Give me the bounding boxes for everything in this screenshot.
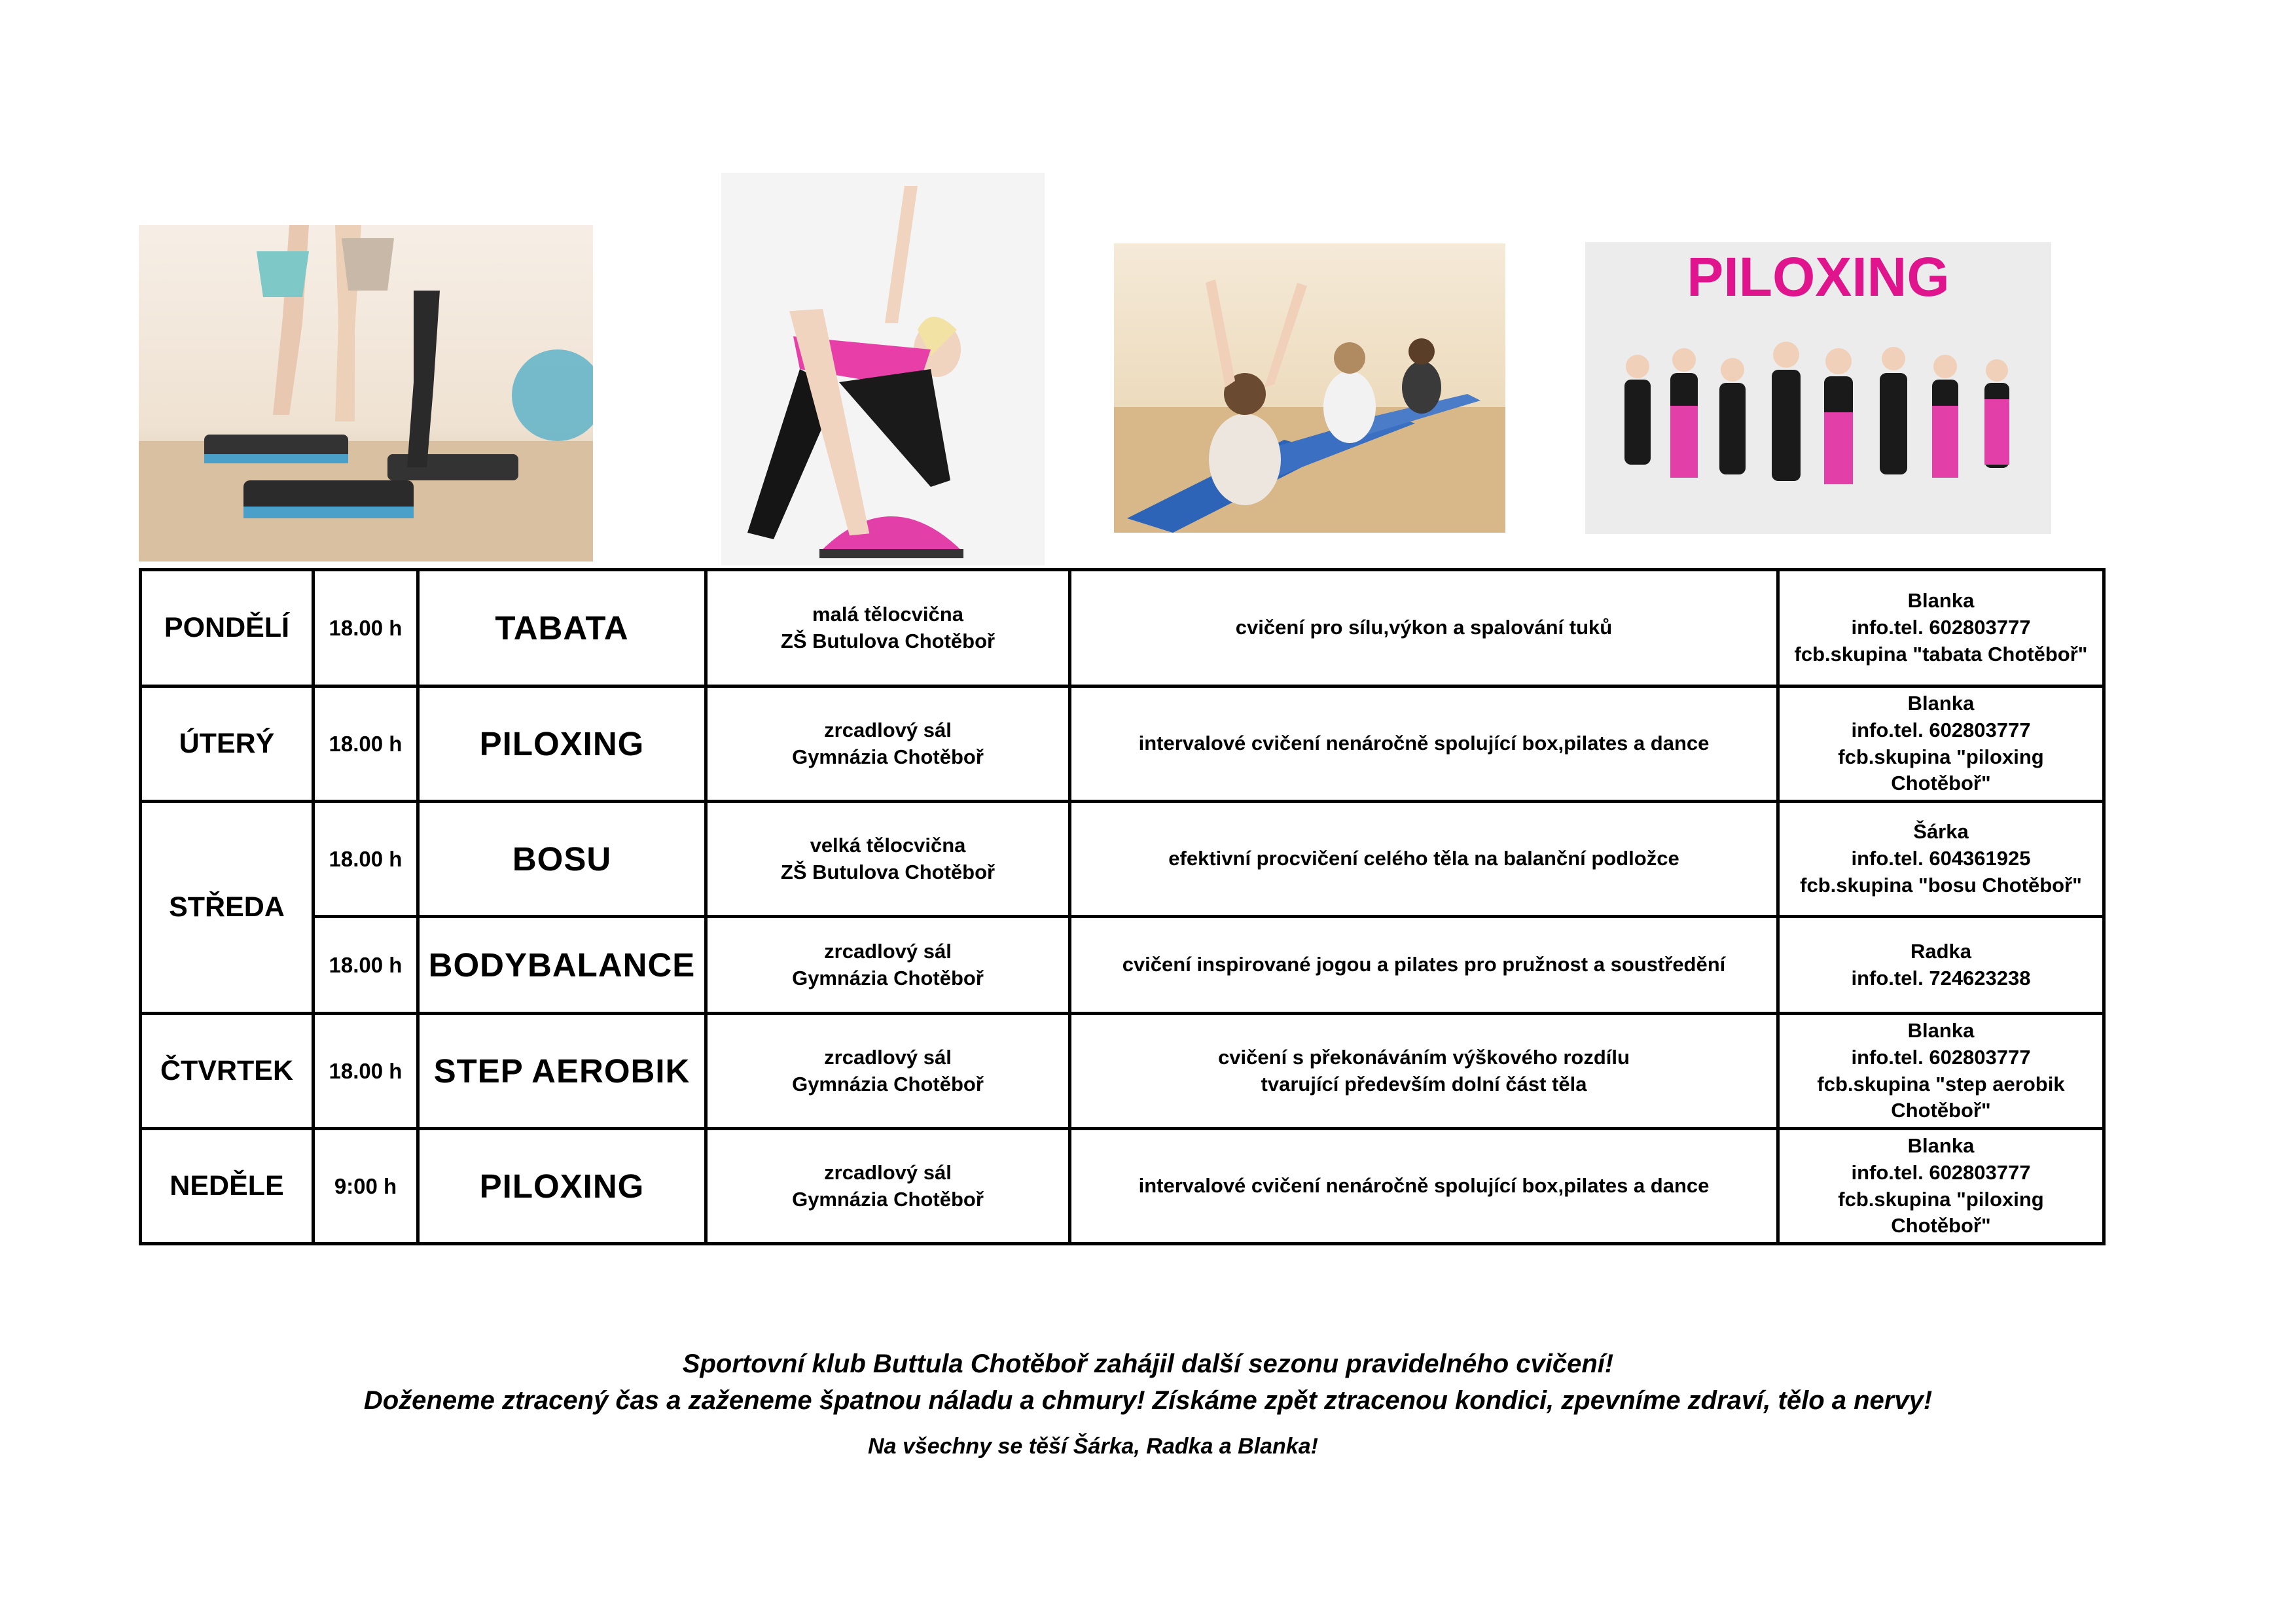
class-name-cell: TABATA [418,570,706,687]
day-cell: PONDĚLÍ [141,570,314,687]
step-aerobics-photo [139,225,593,562]
time-cell: 18.00 h [314,917,418,1014]
contact-cell: Blanka info.tel. 602803777 fcb.skupina "piloxing Chotěboř" [1778,687,2104,802]
schedule-row [141,687,2104,802]
class-name-cell: BOSU [418,802,706,917]
description-cell: intervalové cvičení nenáročně spolující box,pilates a dance [1070,1129,1778,1244]
place-cell: zrcadlový sál Gymnázia Chotěboř [706,1129,1070,1244]
day-cell: ÚTERÝ [141,687,314,802]
contact-cell: Blanka info.tel. 602803777 fcb.skupina "step aerobik Chotěboř" [1778,1014,2104,1129]
place-cell: zrcadlový sál Gymnázia Chotěboř [706,917,1070,1014]
class-name-cell: STEP AEROBIK [418,1014,706,1129]
piloxing-photo [1585,242,2051,534]
contact-cell: Blanka info.tel. 602803777 fcb.skupina "tabata Chotěboř" [1778,570,2104,687]
class-name-cell: PILOXING [418,687,706,802]
time-cell: 18.00 h [314,687,418,802]
day-cell: NEDĚLE [141,1129,314,1244]
schedule-row [141,1129,2104,1244]
place-cell: malá tělocvična ZŠ Butulova Chotěboř [706,570,1070,687]
time-cell: 18.00 h [314,802,418,917]
description-cell: cvičení inspirované jogou a pilates pro pružnost a soustředění [1070,917,1778,1014]
contact-cell: Blanka info.tel. 602803777 fcb.skupina "piloxing Chotěboř" [1778,1129,2104,1244]
schedule-table [139,568,2106,1245]
contact-cell: Šárka info.tel. 604361925 fcb.skupina "bosu Chotěboř" [1778,802,2104,917]
bodybalance-yoga-photo [1114,243,1505,533]
piloxing-logo: PILOXING [1687,246,1950,308]
time-cell: 18.00 h [314,570,418,687]
description-cell: cvičení s překonáváním výškového rozdílu tvarující především dolní část těla [1070,1014,1778,1129]
contact-cell: Radka info.tel. 724623238 [1778,917,2104,1014]
class-name-cell: PILOXING [418,1129,706,1244]
description-cell: cvičení pro sílu,výkon a spalování tuků [1070,570,1778,687]
footer-signature: Na všechny se těší Šárka, Radka a Blanka! [868,1434,1318,1459]
schedule-row [141,802,2104,917]
time-cell: 18.00 h [314,1014,418,1129]
schedule-row [141,917,2104,1014]
description-cell: efektivní procvičení celého těla na balanční podložce [1070,802,1778,917]
day-cell: ČTVRTEK [141,1014,314,1129]
place-cell: velká tělocvična ZŠ Butulova Chotěboř [706,802,1070,917]
time-cell: 9:00 h [314,1129,418,1244]
day-cell: STŘEDA [141,802,314,1014]
footer-motto: Doženeme ztracený čas a zaženeme špatnou náladu a chmury! Získáme zpět ztracenou kondici, zpevníme zdraví, tělo a nervy! [363,1386,1933,1415]
footer-announcement: Sportovní klub Buttula Chotěboř zahájil další sezonu pravidelného cvičení! [682,1349,1614,1378]
place-cell: zrcadlový sál Gymnázia Chotěboř [706,687,1070,802]
schedule-row [141,570,2104,687]
schedule-row [141,1014,2104,1129]
place-cell: zrcadlový sál Gymnázia Chotěboř [706,1014,1070,1129]
class-name-cell: BODYBALANCE [418,917,706,1014]
bosu-balance-photo [721,173,1045,565]
description-cell: intervalové cvičení nenáročně spolující box,pilates a dance [1070,687,1778,802]
